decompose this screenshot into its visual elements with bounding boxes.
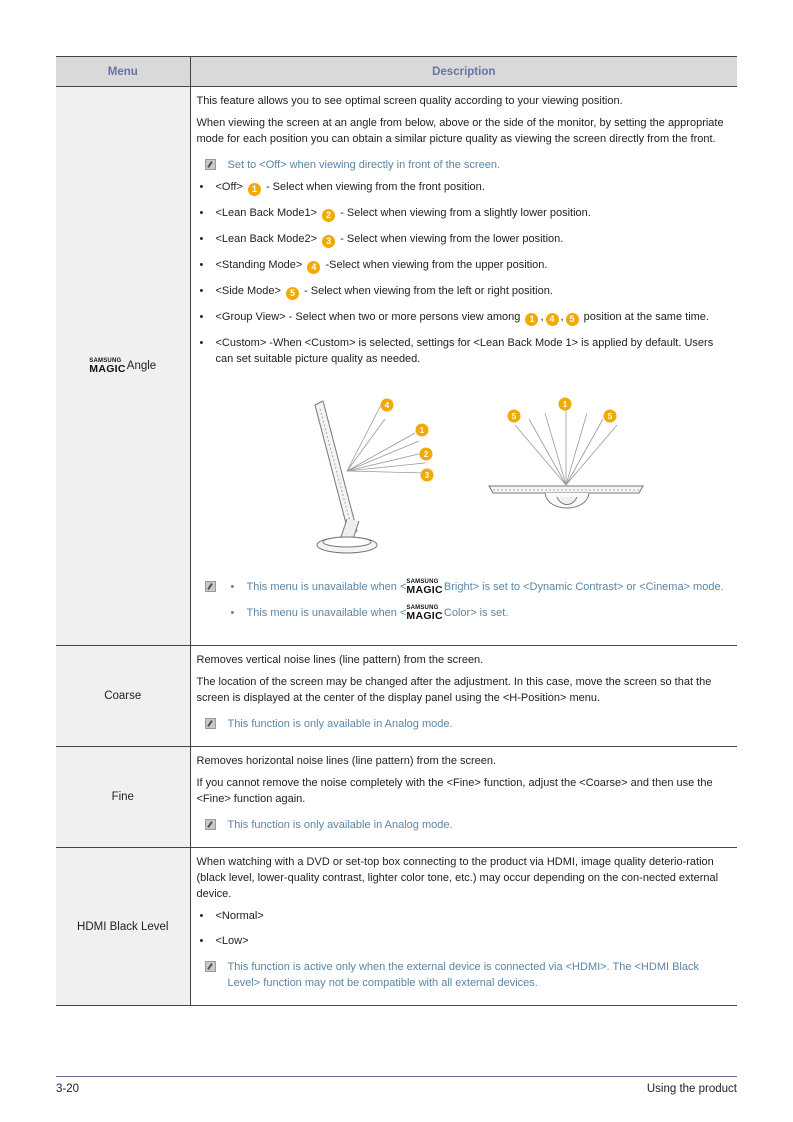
table-row-hdmi-black-level: [56, 848, 737, 1006]
list-item: • <Normal>: [197, 908, 728, 924]
description-cell-coarse: [190, 646, 737, 747]
menu-cell-coarse: Coarse: [56, 646, 190, 747]
figure-badge: 5: [511, 412, 516, 421]
note-pencil-icon: [205, 961, 216, 972]
samsung-magic-logo: SAMSUNG MAGIC: [89, 358, 126, 375]
hdmi-option-list: [197, 908, 728, 949]
menu-cell-fine: Fine: [56, 747, 190, 848]
hdmi-p1: When watching with a DVD or set-top box connecting to the product via HDMI, image quality deterio-ration (black level, lower-quality contrast, lighter color tone, etc.) may occur depending on the con-nected external device.: [196, 856, 719, 900]
list-item: • This menu is unavailable when < SAMSUNG MAGIC Color> is set.: [228, 605, 724, 621]
note-pencil-icon: [205, 581, 216, 592]
coarse-note: This function is only available in Analog mode.: [205, 716, 728, 732]
page-number: 3-20: [56, 1083, 80, 1095]
table-row-coarse: [56, 646, 737, 747]
number-badge-icon: 1: [248, 183, 261, 196]
angle-note-unavailable: [205, 579, 728, 631]
table-row-magic-angle: [56, 87, 737, 646]
angle-intro-2: When viewing the screen at an angle from below, above or the side of the monitor, by setting the appropriate mode for each position you can obtain a similar picture quality as viewing the screen directly from the front.: [196, 117, 724, 145]
table-row-fine: [56, 747, 737, 848]
list-item: • <Standing Mode> 4 -Select when viewing from the upper position.: [197, 257, 728, 274]
number-badge-icon: 4: [546, 313, 559, 326]
top-view-rays: [515, 409, 617, 485]
coarse-p1: Removes vertical noise lines (line pattern) from the screen.: [196, 654, 484, 666]
side-view-badges: [380, 399, 433, 482]
list-item: • <Side Mode> 5 - Select when viewing from the left or right position.: [197, 283, 728, 300]
description-cell-magic-angle: [190, 87, 737, 646]
list-item: • <Lean Back Mode1> 2 - Select when viewing from a slightly lower position.: [197, 205, 728, 222]
figure-badge: 2: [423, 450, 428, 459]
menu-column-header: Menu: [56, 57, 190, 87]
top-view-monitor: [489, 486, 643, 508]
number-badge-icon: 5: [286, 287, 299, 300]
fine-p1: Removes horizontal noise lines (line pattern) from the screen.: [196, 755, 497, 767]
page-footer: [56, 1076, 737, 1095]
hdmi-note: This function is active only when the external device is connected via <HDMI>. The <HDMI Black Level> function may not be compatible with all external devices.: [205, 959, 728, 991]
list-item: • <Group View> - Select when two or more persons view among 1 , 4 , 5 position at the same time.: [197, 309, 728, 326]
figure-badge: 1: [419, 426, 424, 435]
samsung-magic-logo: SAMSUNG MAGIC: [406, 579, 443, 596]
list-item: • <Off> 1 - Select when viewing from the front position.: [197, 179, 728, 196]
side-view-monitor: [315, 401, 377, 553]
top-view-badges: [507, 398, 616, 423]
list-item: • <Lean Back Mode2> 3 - Select when viewing from the lower position.: [197, 231, 728, 248]
manual-table: [56, 56, 737, 1006]
number-badge-icon: 1: [525, 313, 538, 326]
note-pencil-icon: [205, 819, 216, 830]
number-badge-icon: 5: [566, 313, 579, 326]
angle-note-off: Set to <Off> when viewing directly in front of the screen.: [205, 157, 728, 173]
side-view-rays: [347, 405, 427, 473]
coarse-p2: The location of the screen may be changed after the adjustment. In this case, move the screen so that the screen is displayed at the center of the display panel using the <H-Position> menu.: [196, 676, 712, 704]
menu-label-angle: Angle: [126, 360, 157, 372]
samsung-magic-logo: SAMSUNG MAGIC: [406, 605, 443, 622]
number-badge-icon: 4: [307, 261, 320, 274]
menu-cell-magic-angle: [56, 87, 190, 646]
description-cell-fine: [190, 747, 737, 848]
fine-note: This function is only available in Analog mode.: [205, 817, 728, 833]
number-badge-icon: 2: [322, 209, 335, 222]
list-item: • This menu is unavailable when < SAMSUNG MAGIC Bright> is set to <Dynamic Contrast> or <Cinema> mode.: [228, 579, 724, 595]
list-item: • <Custom> -When <Custom> is selected, settings for <Lean Back Mode 1> is applied by default. Users can set suitable picture quality as needed.: [197, 335, 728, 367]
description-column-header: Description: [190, 57, 737, 87]
figure-badge: 5: [607, 412, 612, 421]
viewing-angle-illustration: [197, 379, 737, 569]
table-header-row: [56, 57, 737, 87]
figure-badge: 1: [562, 400, 567, 409]
description-cell-hdmi-black-level: [190, 848, 737, 1006]
note-pencil-icon: [205, 159, 216, 170]
viewing-angle-figure: [197, 379, 728, 569]
menu-cell-hdmi-black-level: HDMI Black Level: [56, 848, 190, 1006]
figure-badge: 3: [424, 471, 429, 480]
angle-intro-1: This feature allows you to see optimal screen quality according to your viewing position.: [196, 95, 623, 107]
note-pencil-icon: [205, 718, 216, 729]
fine-p2: If you cannot remove the noise completely with the <Fine> function, adjust the <Coarse> and then use the <Fine> function again.: [196, 777, 713, 805]
angle-mode-list: [197, 179, 728, 367]
figure-badge: 4: [384, 401, 389, 410]
number-badge-icon: 3: [322, 235, 335, 248]
section-title: Using the product: [646, 1083, 737, 1095]
list-item: • <Low>: [197, 933, 728, 949]
